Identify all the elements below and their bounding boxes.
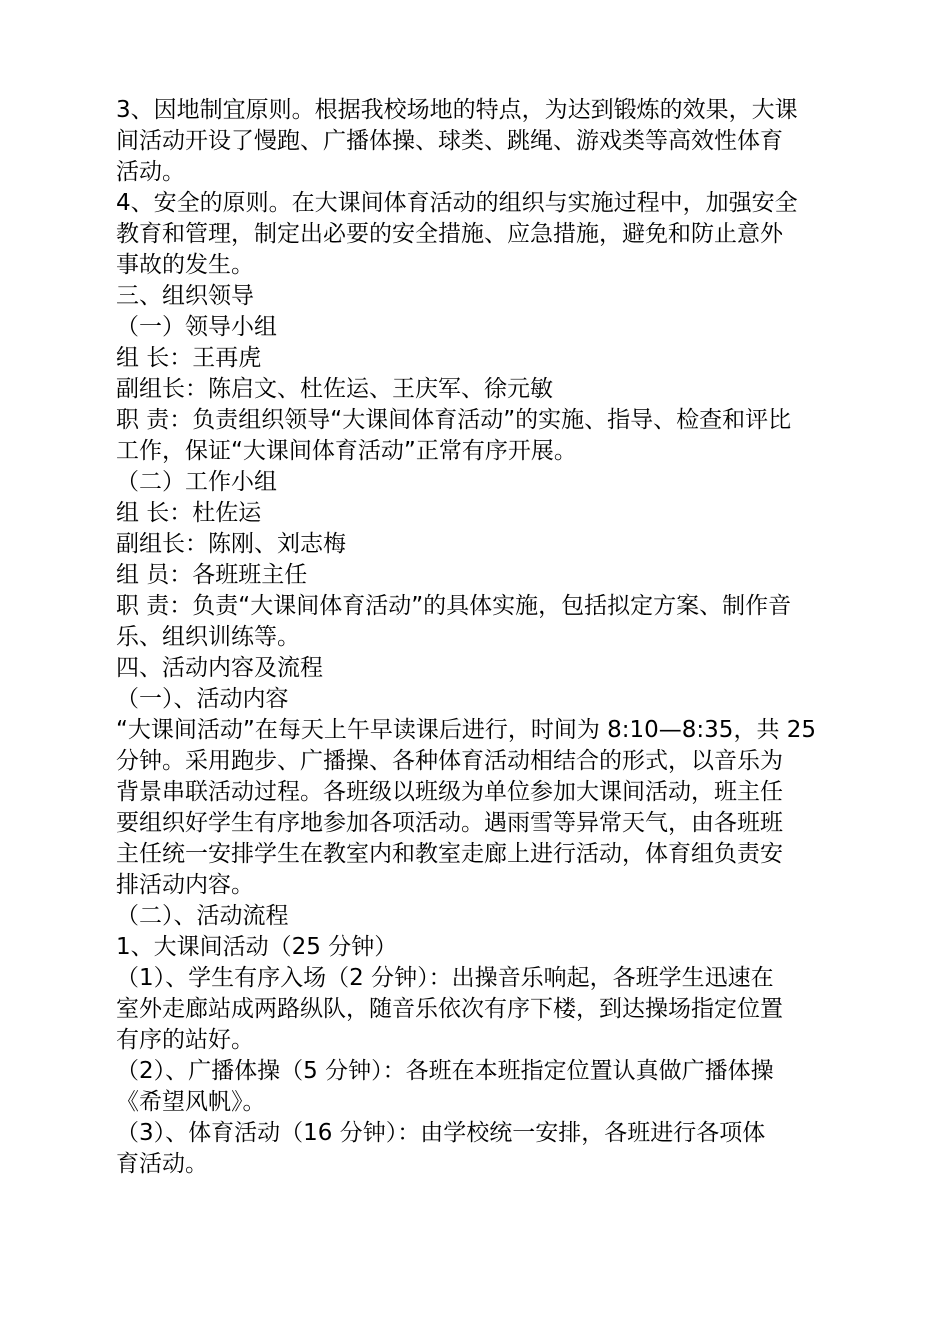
text-line: 有序的站好。 — [116, 1027, 254, 1053]
text-line: 组 长：王再虎 — [116, 345, 262, 371]
subsection-heading: （二）工作小组 — [116, 469, 277, 495]
text-line: 组 长：杜佐运 — [116, 500, 262, 526]
section-heading: 三、组织领导 — [116, 283, 254, 309]
text-line: 工作，保证“大课间体育活动”正常有序开展。 — [116, 438, 577, 464]
text-line: （1）、学生有序入场（2 分钟）：出操音乐响起，各班学生迅速在 — [116, 965, 774, 991]
subsection-heading: （一）、活动内容 — [116, 686, 289, 712]
text-line: 活动。 — [116, 159, 185, 185]
text-line: 主任统一安排学生在教室内和教室走廊上进行活动，体育组负责安 — [116, 841, 783, 867]
text-line: 教育和管理，制定出必要的安全措施、应急措施，避免和防止意外 — [116, 221, 783, 247]
text-line: 1、大课间活动（25 分钟） — [116, 934, 398, 960]
text-line: 室外走廊站成两路纵队，随音乐依次有序下楼，到达操场指定位置 — [116, 996, 783, 1022]
text-line: “大课间活动”在每天上午早读课后进行，时间为 8:10—8:35，共 25 — [116, 717, 817, 743]
text-line: （3）、体育活动（16 分钟）：由学校统一安排，各班进行各项体 — [116, 1120, 766, 1146]
text-line: （2）、广播体操（5 分钟）：各班在本班指定位置认真做广播体操 — [116, 1058, 774, 1084]
text-line: 副组长：陈刚、刘志梅 — [116, 531, 346, 557]
text-line: 职 责：负责组织领导“大课间体育活动”的实施、指导、检查和评比 — [116, 407, 792, 433]
text-line: 间活动开设了慢跑、广播体操、球类、跳绳、游戏类等高效性体育 — [116, 128, 783, 154]
document-body — [116, 95, 836, 1180]
subsection-heading: （二）、活动流程 — [116, 903, 289, 929]
text-line: 事故的发生。 — [116, 252, 254, 278]
text-line: 4、安全的原则。在大课间体育活动的组织与实施过程中，加强安全 — [116, 190, 798, 216]
text-line: 乐、组织训练等。 — [116, 624, 300, 650]
section-heading: 四、活动内容及流程 — [116, 655, 323, 681]
text-line: 背景串联活动过程。各班级以班级为单位参加大课间活动，班主任 — [116, 779, 783, 805]
text-line: 副组长：陈启文、杜佐运、王庆军、徐元敏 — [116, 376, 553, 402]
text-line: 要组织好学生有序地参加各项活动。遇雨雪等异常天气，由各班班 — [116, 810, 783, 836]
text-line: 职 责：负责“大课间体育活动”的具体实施，包括拟定方案、制作音 — [116, 593, 792, 619]
text-line: 3、因地制宜原则。根据我校场地的特点，为达到锻炼的效果，大课 — [116, 97, 798, 123]
text-line: 分钟。采用跑步、广播操、各种体育活动相结合的形式，以音乐为 — [116, 748, 783, 774]
subsection-heading: （一）领导小组 — [116, 314, 277, 340]
text-line: 排活动内容。 — [116, 872, 254, 898]
text-line: 育活动。 — [116, 1151, 208, 1177]
text-line: 《希望风帆》。 — [116, 1089, 266, 1115]
text-line: 组 员：各班班主任 — [116, 562, 308, 588]
